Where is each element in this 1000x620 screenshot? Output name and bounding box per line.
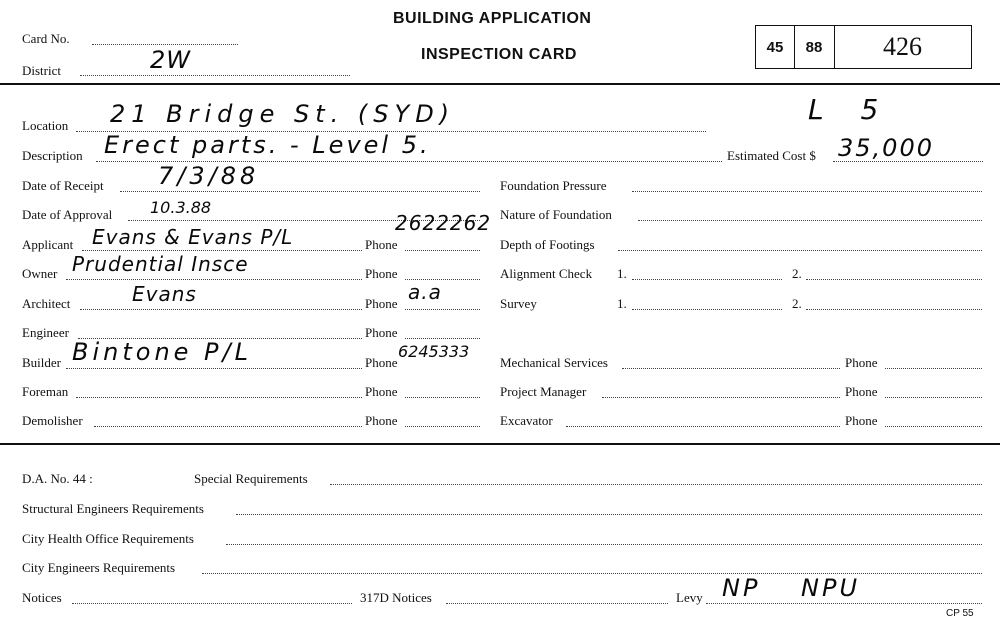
- excavator-field[interactable]: [566, 426, 840, 427]
- builder-value: Bintone P/L: [72, 338, 252, 366]
- form-code: CP 55: [946, 608, 974, 619]
- survey-2-label: 2.: [792, 296, 802, 311]
- mechanical-field[interactable]: [622, 368, 840, 369]
- alignment-1-field[interactable]: [632, 279, 782, 280]
- notices-317d-label: 317D Notices: [360, 590, 432, 605]
- foundation-pressure-label: Foundation Pressure: [500, 178, 607, 193]
- card-no-field[interactable]: [92, 44, 238, 45]
- description-label: Description: [22, 148, 83, 163]
- date-receipt-field[interactable]: [120, 191, 480, 192]
- builder-field[interactable]: [66, 368, 362, 369]
- architect-label: Architect: [22, 296, 71, 311]
- excavator-phone-label: Phone: [845, 413, 878, 428]
- header-divider: [0, 83, 1000, 85]
- date-approval-label: Date of Approval: [22, 207, 113, 222]
- estimated-cost-label: Estimated Cost $: [727, 148, 816, 163]
- date-receipt-label: Date of Receipt: [22, 178, 104, 193]
- applicant-field[interactable]: [82, 250, 362, 251]
- demolisher-phone-field[interactable]: [405, 426, 480, 427]
- depth-footings-label: Depth of Footings: [500, 237, 595, 252]
- alignment-2-field[interactable]: [806, 279, 982, 280]
- foundation-pressure-field[interactable]: [632, 191, 982, 192]
- applicant-phone-label: Phone: [365, 237, 398, 252]
- project-manager-label: Project Manager: [500, 384, 587, 399]
- builder-phone-value: 6245333: [398, 342, 470, 361]
- notices-label: Notices: [22, 590, 62, 605]
- survey-1-field[interactable]: [632, 309, 782, 310]
- architect-phone-field[interactable]: [405, 309, 480, 310]
- engineer-phone-field[interactable]: [405, 338, 480, 339]
- city-eng-field[interactable]: [202, 573, 982, 574]
- project-manager-phone-field[interactable]: [885, 397, 982, 398]
- architect-phone-label: Phone: [365, 296, 398, 311]
- owner-field[interactable]: [66, 279, 362, 280]
- builder-phone-label: Phone: [365, 355, 398, 370]
- health-label: City Health Office Requirements: [22, 531, 194, 546]
- levy-label: Levy: [676, 590, 703, 605]
- levy-value: NP NPU: [722, 574, 861, 602]
- structural-label: Structural Engineers Requirements: [22, 501, 204, 516]
- district-label: District: [22, 63, 61, 78]
- foreman-phone-label: Phone: [365, 384, 398, 399]
- owner-label: Owner: [22, 266, 58, 281]
- location-label: Location: [22, 118, 69, 133]
- applicant-value: Evans & Evans P/L: [92, 225, 294, 249]
- city-eng-label: City Engineers Requirements: [22, 560, 176, 575]
- survey-label: Survey: [500, 296, 537, 311]
- architect-value: Evans: [132, 282, 197, 306]
- health-field[interactable]: [226, 544, 982, 545]
- depth-footings-field[interactable]: [618, 250, 982, 251]
- project-manager-phone-label: Phone: [845, 384, 878, 399]
- date-receipt-value: 7/3/88: [158, 162, 260, 190]
- da-no-label: D.A. No. 44 :: [22, 471, 93, 486]
- survey-2-field[interactable]: [806, 309, 982, 310]
- applicant-phone-value: 2622262: [395, 211, 492, 235]
- applicant-label: Applicant: [22, 237, 74, 252]
- mechanical-phone-field[interactable]: [885, 368, 982, 369]
- location-extra: L 5: [808, 93, 893, 126]
- nature-foundation-label: Nature of Foundation: [500, 207, 612, 222]
- structural-field[interactable]: [236, 514, 982, 515]
- reference-number: 426: [883, 32, 922, 61]
- demolisher-label: Demolisher: [22, 413, 83, 428]
- notices-field[interactable]: [72, 603, 352, 604]
- owner-value: Prudential Insce: [72, 252, 249, 276]
- district-value: 2W: [150, 46, 191, 74]
- date-approval-value: 10.3.88: [150, 198, 212, 217]
- special-req-field[interactable]: [330, 484, 982, 485]
- project-manager-field[interactable]: [602, 397, 840, 398]
- reference-cell-1: 45: [756, 26, 795, 68]
- engineer-label: Engineer: [22, 325, 69, 340]
- reference-box: [755, 25, 972, 69]
- excavator-label: Excavator: [500, 413, 553, 428]
- body-divider: [0, 443, 1000, 445]
- alignment-2-label: 2.: [792, 266, 802, 281]
- district-field[interactable]: [80, 75, 350, 76]
- survey-1-label: 1.: [617, 296, 627, 311]
- mechanical-phone-label: Phone: [845, 355, 878, 370]
- architect-field[interactable]: [80, 309, 362, 310]
- foreman-phone-field[interactable]: [405, 397, 480, 398]
- description-value: Erect parts. - Level 5.: [104, 131, 431, 159]
- notices-317d-field[interactable]: [446, 603, 668, 604]
- demolisher-phone-label: Phone: [365, 413, 398, 428]
- engineer-phone-label: Phone: [365, 325, 398, 340]
- levy-field[interactable]: [706, 603, 982, 604]
- applicant-phone-field[interactable]: [405, 250, 480, 251]
- alignment-check-label: Alignment Check: [500, 266, 593, 281]
- alignment-1-label: 1.: [617, 266, 627, 281]
- builder-label: Builder: [22, 355, 61, 370]
- foreman-field[interactable]: [76, 397, 362, 398]
- card-title-line1: BUILDING APPLICATION: [393, 10, 592, 27]
- nature-foundation-field[interactable]: [638, 220, 982, 221]
- reference-cell-2: 88: [794, 26, 835, 68]
- architect-phone-value: a.a: [408, 280, 442, 304]
- card-title-line2: INSPECTION CARD: [421, 46, 577, 63]
- card-no-label: Card No.: [22, 31, 70, 46]
- demolisher-field[interactable]: [94, 426, 362, 427]
- location-value: 21 Bridge St. (SYD): [110, 100, 456, 128]
- foreman-label: Foreman: [22, 384, 69, 399]
- estimated-cost-value: 35,000: [838, 134, 934, 162]
- mechanical-label: Mechanical Services: [500, 355, 608, 370]
- owner-phone-label: Phone: [365, 266, 398, 281]
- excavator-phone-field[interactable]: [885, 426, 982, 427]
- special-req-label: Special Requirements: [194, 471, 308, 486]
